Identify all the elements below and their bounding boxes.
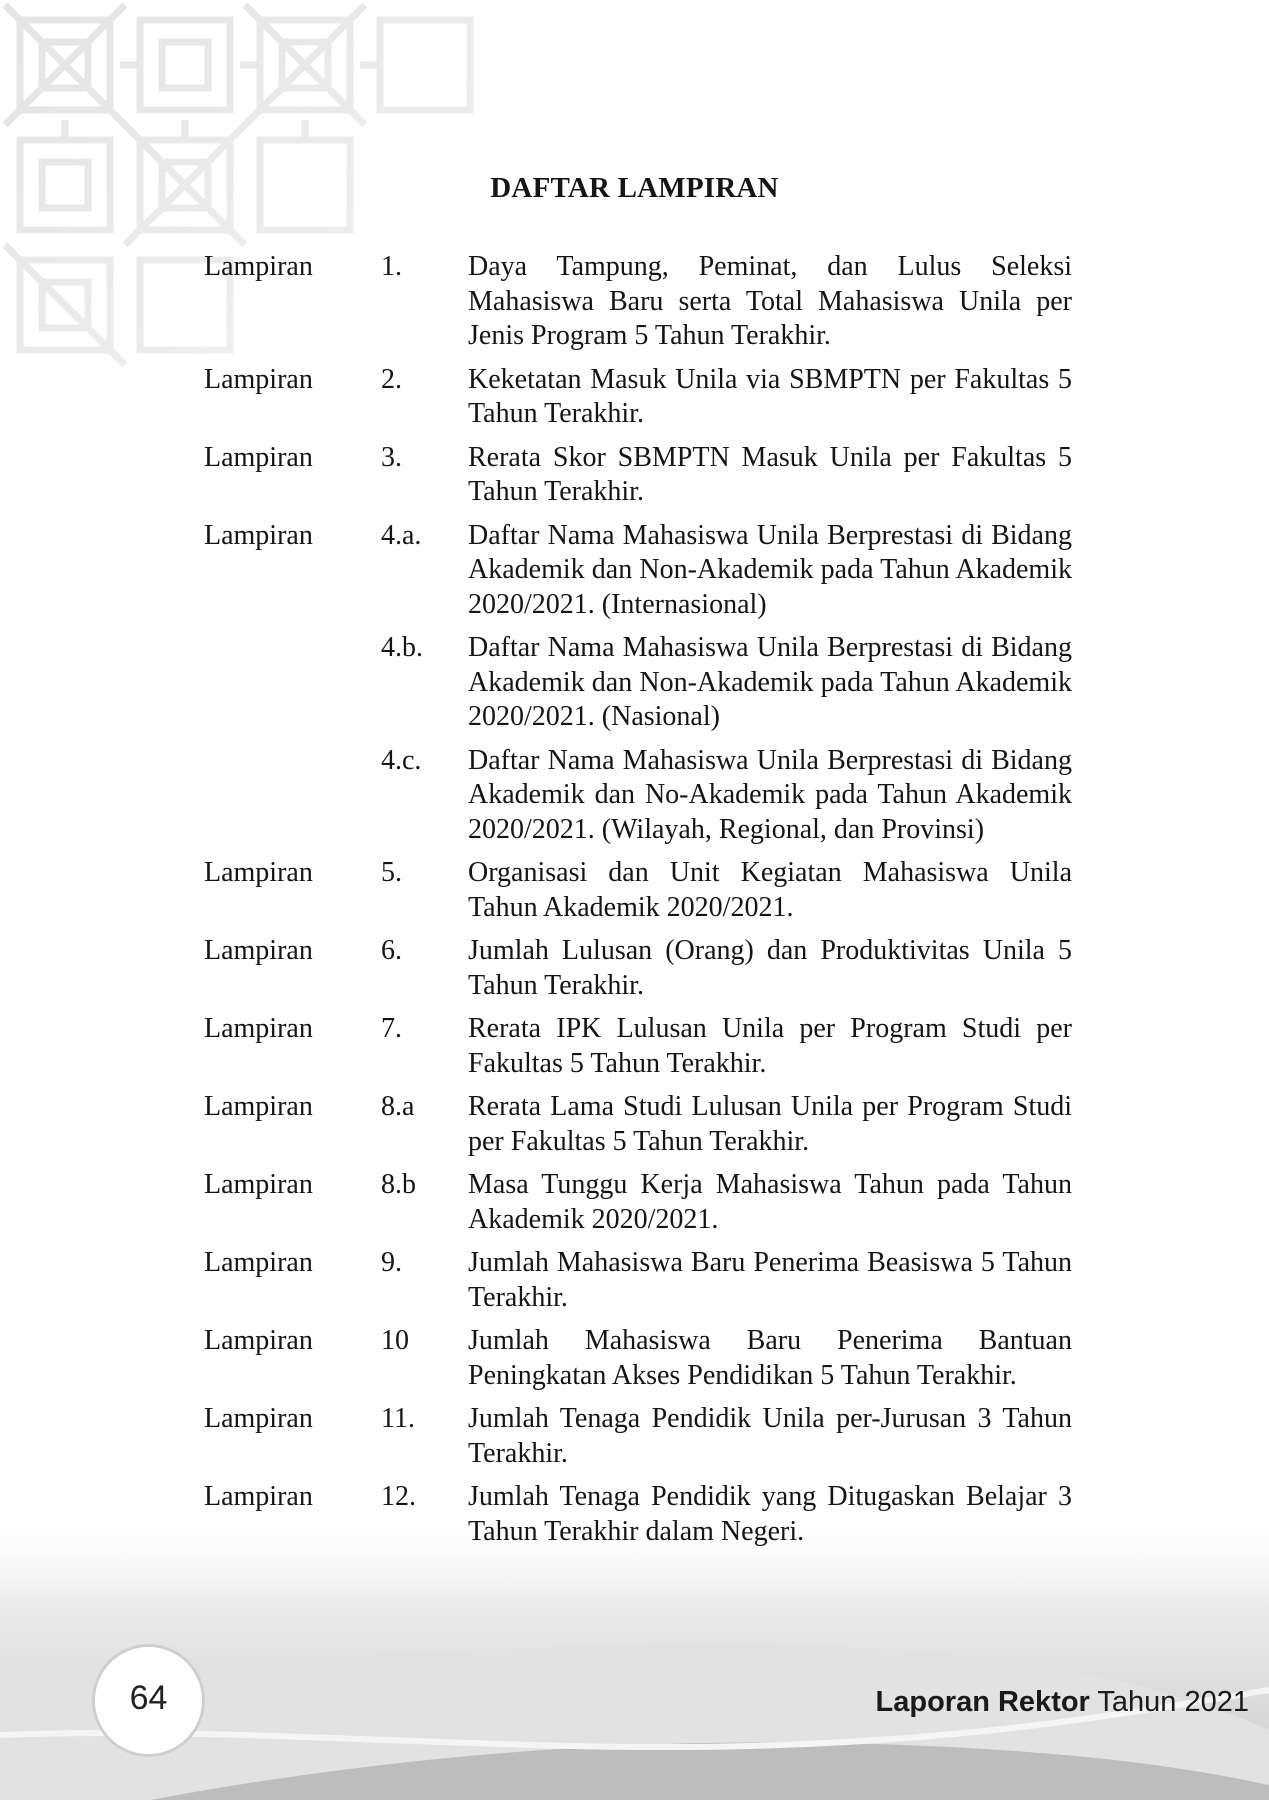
entry-description: Rerata Lama Studi Lulusan Unila per Program Studi per Fakultas 5 Tahun Terakhir. <box>468 1091 1072 1157</box>
list-item <box>204 363 1072 432</box>
list-item <box>204 250 1072 354</box>
list-item <box>204 519 1072 623</box>
list-item <box>204 856 1072 925</box>
entry-label: Lampiran <box>204 935 313 966</box>
entry-label: Lampiran <box>204 251 313 282</box>
entry-number: 9. <box>381 1247 402 1278</box>
list-item <box>204 934 1072 1003</box>
list-item <box>204 441 1072 510</box>
entry-label: Lampiran <box>204 363 313 395</box>
report-title-year: Tahun 2021 <box>1097 1686 1249 1718</box>
list-item <box>204 1168 1072 1237</box>
entry-description: Organisasi dan Unit Kegiatan Mahasiswa Unila Tahun Akademik 2020/2021. <box>468 857 1072 923</box>
entry-number: 12. <box>381 1481 416 1512</box>
entry-label: Lampiran <box>204 1091 313 1122</box>
entry-description: Daftar Nama Mahasiswa Unila Berprestasi di Bidang Akademik dan Non-Akademik pada Tahun Akademik 2020/2021. (Internasional) <box>468 519 1072 620</box>
entry-description: Daya Tampung, Peminat, dan Lulus Seleksi Mahasiswa Baru serta Total Mahasiswa Unila per Jenis Program 5 Tahun Terakhir. <box>468 251 1072 351</box>
entry-number: 8.a <box>381 1091 415 1122</box>
entry-number: 8.b <box>381 1169 416 1200</box>
entry-label: Lampiran <box>204 1325 313 1356</box>
entry-description: Daftar Nama Mahasiswa Unila Berprestasi di Bidang Akademik dan No-Akademik pada Tahun Akademik 2020/2021. (Wilayah, Regional, dan Provinsi) <box>468 744 1072 845</box>
list-item <box>204 1090 1072 1159</box>
entry-description: Jumlah Tenaga Pendidik Unila per-Jurusan 3 Tahun Terakhir. <box>468 1403 1072 1469</box>
entry-label: Lampiran <box>204 519 313 551</box>
entry-description: Daftar Nama Mahasiswa Unila Berprestasi di Bidang Akademik dan Non-Akademik pada Tahun Akademik 2020/2021. (Nasional) <box>468 632 1072 732</box>
list-item <box>204 1480 1072 1549</box>
appendix-list <box>204 250 1072 1558</box>
report-footer-title <box>876 1686 1249 1719</box>
entry-number: 4.a. <box>381 519 422 551</box>
entry-label: Lampiran <box>204 1013 313 1044</box>
entry-label: Lampiran <box>204 1403 313 1434</box>
entry-number: 4.c. <box>381 744 422 776</box>
entry-number: 6. <box>381 935 402 966</box>
list-item <box>204 744 1072 848</box>
entry-number: 5. <box>381 857 402 888</box>
entry-number: 2. <box>381 363 402 395</box>
list-item <box>204 631 1072 735</box>
list-item <box>204 1012 1072 1081</box>
entry-number: 4.b. <box>381 632 423 663</box>
entry-label: Lampiran <box>204 1169 313 1200</box>
entry-description: Keketatan Masuk Unila via SBMPTN per Fakultas 5 Tahun Terakhir. <box>468 363 1072 429</box>
entry-number: 11. <box>381 1403 415 1434</box>
entry-label: Lampiran <box>204 1247 313 1278</box>
entry-label: Lampiran <box>204 857 313 888</box>
entry-number: 10 <box>381 1325 409 1356</box>
entry-description: Masa Tunggu Kerja Mahasiswa Tahun pada Tahun Akademik 2020/2021. <box>468 1169 1072 1235</box>
list-item <box>204 1246 1072 1315</box>
entry-number: 3. <box>381 441 402 473</box>
entry-description: Rerata IPK Lulusan Unila per Program Studi per Fakultas 5 Tahun Terakhir. <box>468 1013 1072 1079</box>
entry-description: Rerata Skor SBMPTN Masuk Unila per Fakultas 5 Tahun Terakhir. <box>468 441 1072 507</box>
entry-description: Jumlah Mahasiswa Baru Penerima Bantuan Peningkatan Akses Pendidikan 5 Tahun Terakhir. <box>468 1325 1072 1391</box>
page-number: 64 <box>129 1679 168 1717</box>
report-title-bold: Laporan Rektor <box>875 1686 1090 1718</box>
entry-label: Lampiran <box>204 441 313 473</box>
entry-description: Jumlah Mahasiswa Baru Penerima Beasiswa 5 Tahun Terakhir. <box>468 1247 1072 1313</box>
entry-number: 7. <box>381 1013 402 1044</box>
entry-number: 1. <box>381 251 402 282</box>
entry-label: Lampiran <box>204 1481 313 1512</box>
entry-description: Jumlah Lulusan (Orang) dan Produktivitas Unila 5 Tahun Terakhir. <box>468 935 1072 1001</box>
page-title: DAFTAR LAMPIRAN <box>490 172 779 204</box>
list-item <box>204 1324 1072 1393</box>
list-item <box>204 1402 1072 1471</box>
entry-description: Jumlah Tenaga Pendidik yang Ditugaskan Belajar 3 Tahun Terakhir dalam Negeri. <box>468 1481 1072 1547</box>
